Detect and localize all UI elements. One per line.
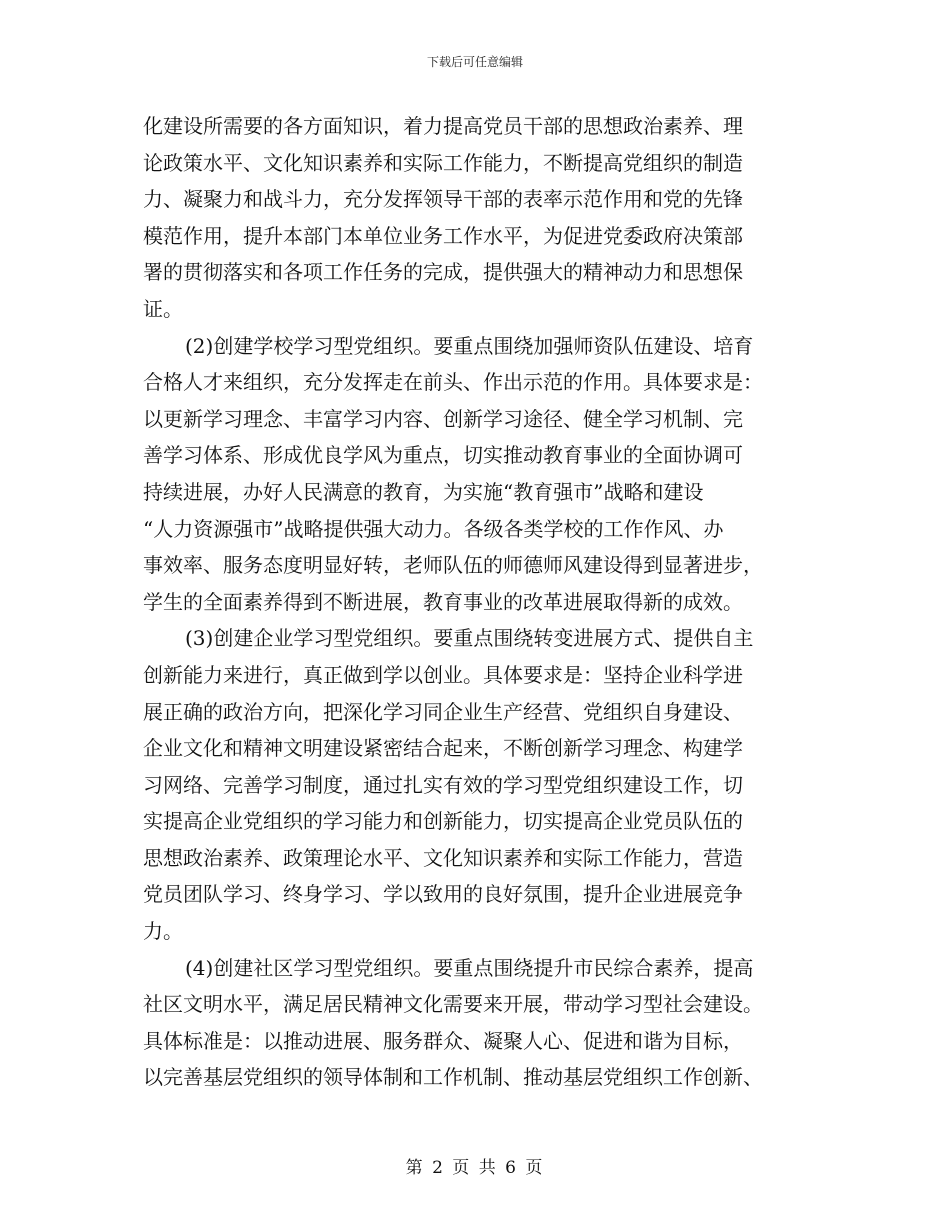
text-line: 创新能力来进行，真正做到学以创业。具体要求是：坚持企业科学进 [143, 662, 743, 687]
text-line: 具体标准是：以推动进展、服务群众、凝聚人心、促进和谐为目标， [143, 1028, 743, 1053]
paragraph-4 [143, 950, 808, 1096]
text-line: 以更新学习理念、丰富学习内容、创新学习途径、健全学习机制、完 [143, 406, 743, 431]
text-line: 展正确的政治方向，把深化学习同企业生产经营、党组织自身建设、 [143, 699, 743, 724]
text-line: (4)创建社区学习型党组织。要重点围绕提升市民综合素养，提高 [185, 955, 754, 980]
text-line: 模范作用，提升本部门本单位业务工作水平，为促进党委政府决策部 [143, 223, 743, 248]
text-line: 善学习体系、形成优良学风为重点，切实推动教育事业的全面协调可 [143, 443, 743, 468]
text-line: 力、凝聚力和战斗力，充分发挥领导干部的表率示范作用和党的先锋 [143, 187, 743, 212]
text-line: 事效率、服务态度明显好转，老师队伍的师德师风建设得到显著进步， [143, 553, 763, 578]
text-line: 持续进展，办好人民满意的教育，为实施“教育强市”战略和建设 [143, 479, 704, 504]
text-line: 署的贯彻落实和各项工作任务的完成，提供强大的精神动力和思想保 [143, 260, 743, 285]
paragraph-2 [143, 328, 808, 621]
page-header: 下载后可任意编辑 [426, 55, 523, 69]
text-line: 力。 [143, 919, 183, 944]
text-line: 证。 [143, 296, 183, 321]
text-line: (2)创建学校学习型党组织。要重点围绕加强师资队伍建设、培育 [185, 333, 754, 358]
paragraph-1 [143, 108, 808, 328]
page-number-footer: 第 2 页 共 6 页 [405, 1158, 545, 1178]
text-line: “人力资源强市”战略提供强大动力。各级各类学校的工作作风、办 [143, 516, 724, 541]
text-line: (3)创建企业学习型党组织。要重点围绕转变进展方式、提供自主 [185, 626, 754, 651]
text-line: 化建设所需要的各方面知识，着力提高党员干部的思想政治素养、理 [143, 114, 743, 138]
text-line: 以完善基层党组织的领导体制和工作机制、推动基层党组织工作创新、 [143, 1065, 763, 1090]
text-line: 思想政治素养、政策理论水平、文化知识素养和实际工作能力，营造 [143, 845, 743, 870]
text-line: 企业文化和精神文明建设紧密结合起来，不断创新学习理念、构建学 [143, 736, 743, 761]
paragraph-3 [143, 620, 808, 949]
text-line: 合格人才来组织，充分发挥走在前头、作出示范的作用。具体要求是： [143, 370, 763, 395]
text-line: 习网络、完善学习制度，通过扎实有效的学习型党组织建设工作，切 [143, 772, 743, 797]
text-line: 社区文明水平，满足居民精神文化需要来开展，带动学习型社会建设。 [143, 992, 763, 1017]
text-line: 实提高企业党组织的学习能力和创新能力，切实提高企业党员队伍的 [143, 809, 743, 834]
text-line: 论政策水平、文化知识素养和实际工作能力，不断提高党组织的制造 [143, 150, 743, 175]
text-line: 党员团队学习、终身学习、学以致用的良好氛围，提升企业进展竞争 [143, 882, 743, 907]
text-line: 学生的全面素养得到不断进展，教育事业的改革进展取得新的成效。 [143, 589, 743, 614]
document-body [143, 108, 808, 1096]
